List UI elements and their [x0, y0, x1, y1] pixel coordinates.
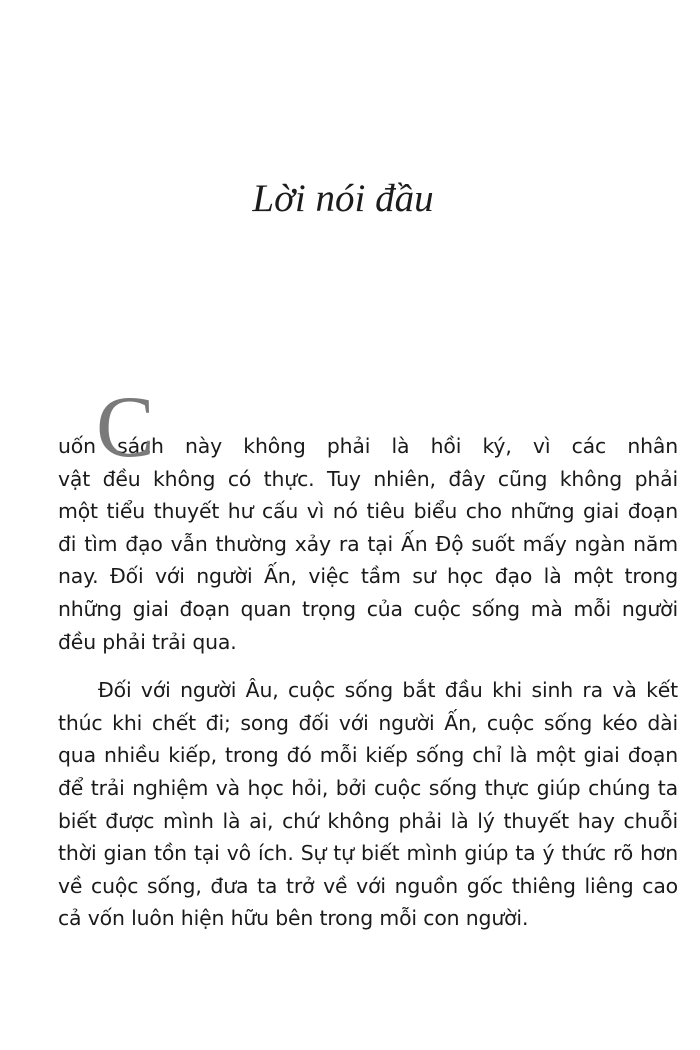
text-line: một tiểu thuyết hư cấu vì nó tiêu biểu cho những giai đoạn — [58, 499, 678, 524]
body-text — [58, 379, 678, 935]
text-line: cả vốn luôn hiện hữu bên trong mỗi con người. — [58, 906, 529, 931]
drop-cap: C — [96, 379, 155, 476]
paragraph-2 — [58, 674, 678, 935]
text-line: qua nhiều kiếp, trong đó mỗi kiếp sống chỉ là một giai đoạn — [58, 743, 678, 768]
page-title: Lời nói đầu — [252, 177, 434, 220]
paragraph-1 — [58, 379, 678, 658]
text-line: biết được mình là ai, chứ không phải là lý thuyết hay chuỗi — [58, 808, 678, 833]
text-line: đều phải trải qua. — [58, 629, 237, 654]
text-line: đi tìm đạo vẫn thường xảy ra tại Ấn Độ suốt mấy ngàn năm — [58, 531, 678, 556]
line-text: uốn sách này không phải là hồi ký, vì các nhân — [58, 434, 678, 458]
text-line: Đối với người Âu, cuộc sống bắt đầu khi sinh ra và kết — [98, 678, 678, 703]
text-line: về cuộc sống, đưa ta trở về với nguồn gốc thiêng liêng cao — [58, 873, 678, 898]
text-line: những giai đoạn quan trọng của cuộc sống mà mỗi người — [58, 596, 678, 621]
text-line: để trải nghiệm và học hỏi, bởi cuộc sống thực giúp chúng ta — [58, 775, 678, 800]
text-line: thời gian tồn tại vô ích. Sự tự biết mình giúp ta ý thức rõ hơn — [58, 841, 678, 866]
text-line: thúc khi chết đi; song đối với người Ấn, cuộc sống kéo dài — [58, 710, 678, 735]
text-line — [58, 379, 678, 476]
text-line: vật đều không có thực. Tuy nhiên, đây cũng không phải — [58, 466, 678, 491]
text-line: nay. Đối với người Ấn, việc tầm sư học đạo là một trong — [58, 564, 678, 589]
